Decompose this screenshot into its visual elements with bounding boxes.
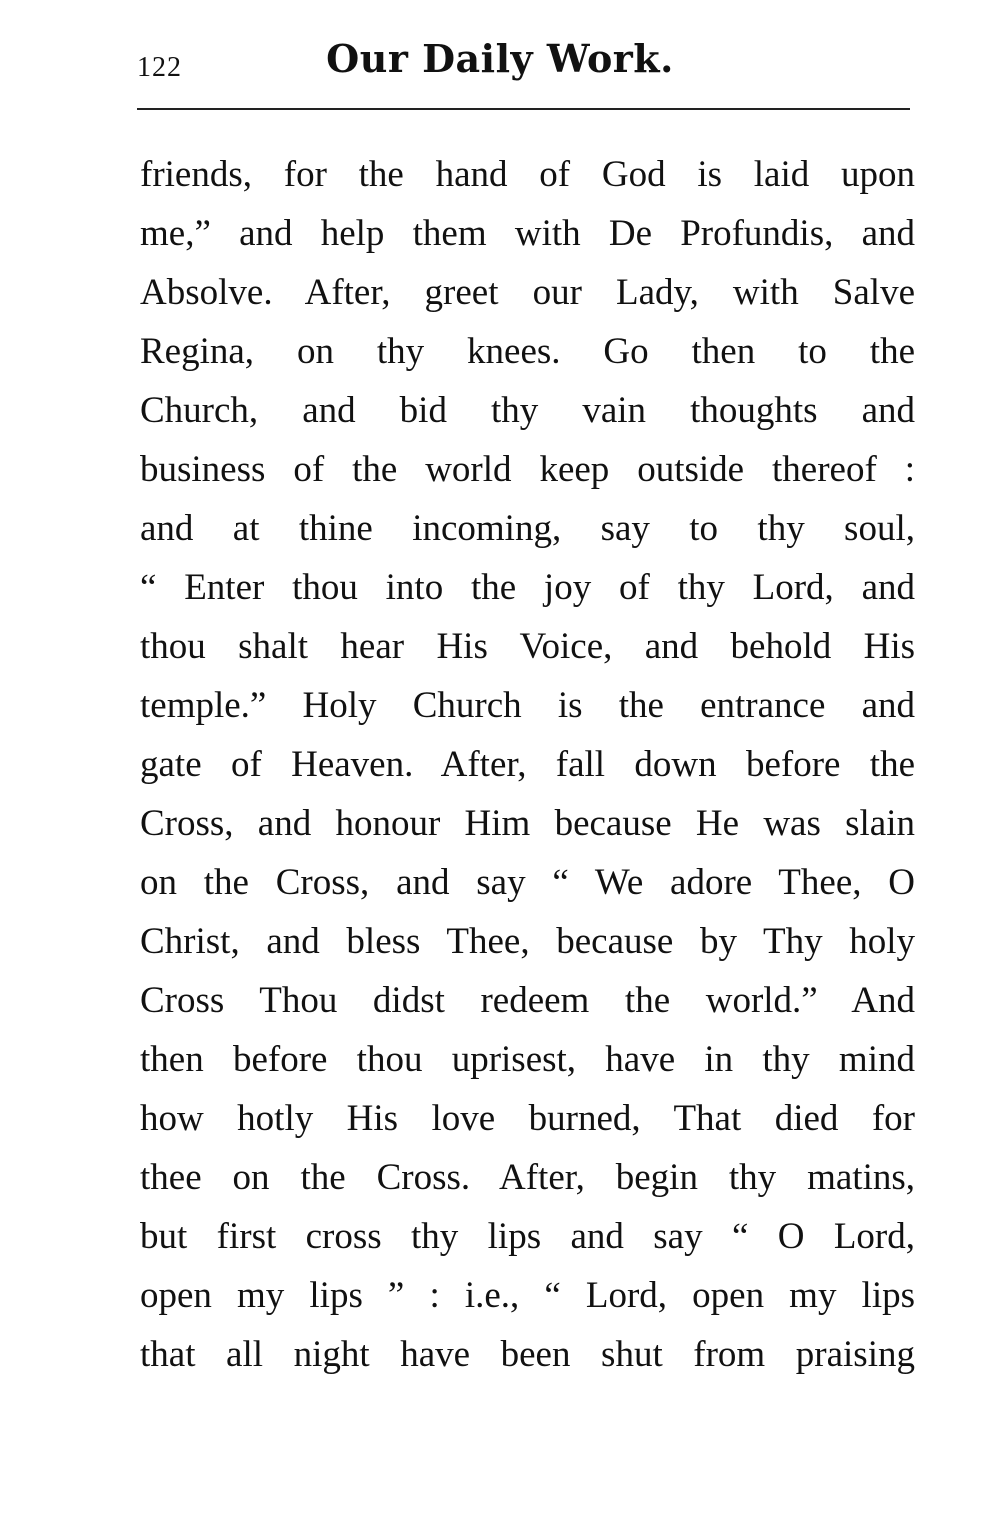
- header-rule: [137, 108, 910, 110]
- page-number: 122: [137, 52, 182, 83]
- text-line: and at thine incoming, say to thy soul,: [140, 508, 915, 549]
- text-line: thou shalt hear His Voice, and behold His: [140, 626, 915, 667]
- text-line: open my lips ” : i.e., “ Lord, open my lips: [140, 1275, 915, 1316]
- text-line: how hotly His love burned, That died for: [140, 1098, 915, 1139]
- text-line: then before thou uprisest, have in thy mind: [140, 1039, 915, 1080]
- text-line: gate of Heaven. After, fall down before the: [140, 744, 915, 785]
- text-line: business of the world keep outside thereof :: [140, 449, 915, 490]
- text-line: on the Cross, and say “ We adore Thee, O: [140, 862, 915, 903]
- text-line: but first cross thy lips and say “ O Lord,: [140, 1216, 915, 1257]
- text-line: me,” and help them with De Profundis, and: [140, 213, 915, 254]
- text-line: thee on the Cross. After, begin thy matins,: [140, 1157, 915, 1198]
- text-line: friends, for the hand of God is laid upon: [140, 154, 915, 195]
- text-line: Absolve. After, greet our Lady, with Salve: [140, 272, 915, 313]
- text-line: Church, and bid thy vain thoughts and: [140, 390, 915, 431]
- text-line: Cross Thou didst redeem the world.” And: [140, 980, 915, 1021]
- text-line: temple.” Holy Church is the entrance and: [140, 685, 915, 726]
- text-line: Cross, and honour Him because He was slain: [140, 803, 915, 844]
- text-line: Regina, on thy knees. Go then to the: [140, 331, 915, 372]
- text-line: Christ, and bless Thee, because by Thy holy: [140, 921, 915, 962]
- text-line: that all night have been shut from praising: [140, 1334, 915, 1375]
- text-line: “ Enter thou into the joy of thy Lord, and: [140, 567, 915, 608]
- body-text: [140, 145, 915, 1384]
- running-title: Our Daily Work.: [326, 36, 674, 81]
